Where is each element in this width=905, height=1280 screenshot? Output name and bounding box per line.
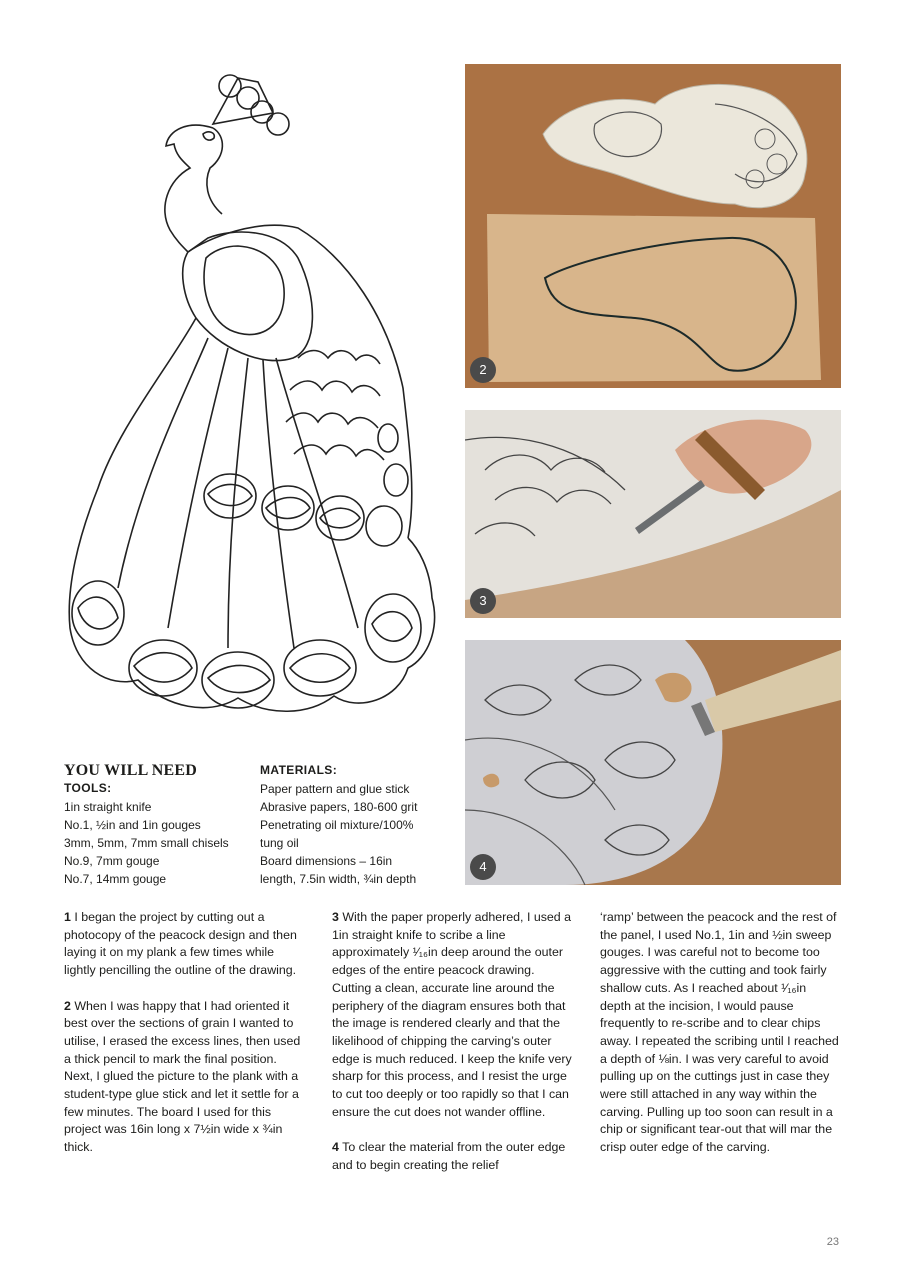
list-item: Paper pattern and glue stick (260, 782, 410, 796)
eye (203, 132, 214, 140)
scale-row (290, 381, 380, 396)
eyespot-inner (134, 653, 192, 682)
list-item: No.7, 14mm gouge (64, 872, 167, 886)
tools-heading: TOOLS: (64, 781, 112, 795)
step-number: 4 (332, 1140, 339, 1155)
photo-step-2 (465, 64, 841, 388)
list-item: No.1, ½in and 1in gouges (64, 818, 201, 832)
eyespot-inner (208, 665, 270, 692)
photo-number-badge: 3 (470, 588, 496, 614)
tail-feather-line (228, 358, 248, 648)
neck-front (165, 125, 213, 252)
step-number: 2 (64, 998, 71, 1013)
tools-list (64, 798, 229, 888)
tail-feather-line (276, 358, 358, 628)
eyespot-inner (78, 597, 118, 629)
step-text: To clear the material from the outer edge and to begin creating the relief (332, 1140, 566, 1172)
step-3-paragraph (332, 909, 572, 1121)
scale-row (286, 413, 378, 428)
list-item: 1in straight knife (64, 800, 152, 814)
tail-feather-line (168, 348, 228, 628)
step-text: When I was happy that I had oriented it best over the sections of grain I wanted to utilise, I erased the excess lines, then used a thick pencil to mark the final position. Next, I glued the picture to the plank with a student-type glue stick and let it settle for a few minutes. The board I used for this project was 16in long x 7½in wide x ¾in thick. (64, 998, 301, 1155)
page-number: 23 (826, 1236, 839, 1248)
step-number: 3 (332, 910, 339, 924)
materials-heading: MATERIALS: (260, 763, 338, 777)
eyespot (384, 464, 408, 496)
step-text: I began the project by cutting out a photocopy of the peacock design and then laying it on my plank a few times while lightly pencilling the outline of the drawing. (64, 910, 297, 978)
eyespot-inner (372, 612, 412, 641)
scale-row (298, 351, 380, 365)
materials-section (260, 763, 417, 888)
eyespot (378, 424, 398, 452)
scale-row (294, 445, 384, 460)
crest-ball (237, 87, 259, 109)
list-item: 3mm, 5mm, 7mm small chisels (64, 836, 229, 850)
tools-section (64, 781, 229, 888)
crest-ball (251, 101, 273, 123)
breast-oval (204, 246, 284, 335)
list-item: tung oil (260, 836, 299, 850)
body-back (188, 225, 412, 538)
text-column-1 (64, 909, 304, 1175)
photo-step-3 (465, 410, 841, 618)
list-item: No.9, 7mm gouge (64, 854, 160, 868)
list-item: Board dimensions – 16in (260, 854, 393, 868)
step-2-paragraph (64, 998, 304, 1157)
photo-step-4 (465, 640, 841, 885)
wing-panel (183, 232, 313, 361)
step-1-paragraph (64, 909, 304, 980)
peacock-pattern-drawing (58, 68, 450, 716)
eyespot (202, 652, 274, 708)
eyespot-inner (266, 498, 310, 519)
eyespot (284, 640, 356, 696)
eyespot-inner (208, 484, 252, 505)
step-text: With the paper properly adhered, I used a 1in straight knife to scribe a line approximately ¹⁄₁₆in deep around the outer edges of the entire peacock drawing. Cutting a clean, accurate line around the periphery of the diagram ensures both that the image is rendered clearly and that the likelihood of chipping the carving’s outer edge is much reduced. I keep the knife very sharp for this process, and I resist the urge to cut too deeply or too rapidly so that I can ensure the cut does not wander offline. (332, 910, 572, 1119)
list-item: Penetrating oil mixture/100% (260, 818, 414, 832)
you-will-need-heading: YOU WILL NEED (64, 762, 198, 779)
step-number: 1 (64, 910, 71, 924)
eyespot (204, 474, 256, 518)
photo-number-badge: 4 (470, 854, 496, 880)
step-4-paragraph (332, 1139, 572, 1174)
tail-outline (69, 318, 434, 711)
eyespot (366, 506, 402, 546)
text-column-3 (600, 909, 840, 1175)
list-item: Abrasive papers, 180-600 grit (260, 800, 418, 814)
eyespot-inner (290, 654, 350, 683)
photo-number-badge: 2 (470, 357, 496, 383)
materials-list (260, 780, 417, 888)
step-4-continued: ‘ramp’ between the peacock and the rest of the panel, I used No.1, 1in and ½in sweep gouges. I was careful not to become too aggressive with the cutting and took fairly shallow cuts. As I reached about ¹⁄₁₆in depth at the incision, I would pause frequently to re-scribe and to clear chips away. I repeated the scribing until I reached a depth of ⅛in. I was very careful to avoid pulling up on the cuttings just in case they were still attached in any way within the carving. Pulling up too soon can result in a chip or significant tear-out that will mar the crisp outer edge of the carving. (600, 910, 839, 1155)
text-column-2 (332, 909, 572, 1192)
tail-feather-line (118, 338, 208, 588)
eyespot (129, 640, 197, 696)
eyespot (262, 486, 314, 530)
eyespot (316, 496, 364, 540)
crest-ball (267, 113, 289, 135)
list-item: length, 7.5in width, ¾in depth (260, 872, 417, 886)
